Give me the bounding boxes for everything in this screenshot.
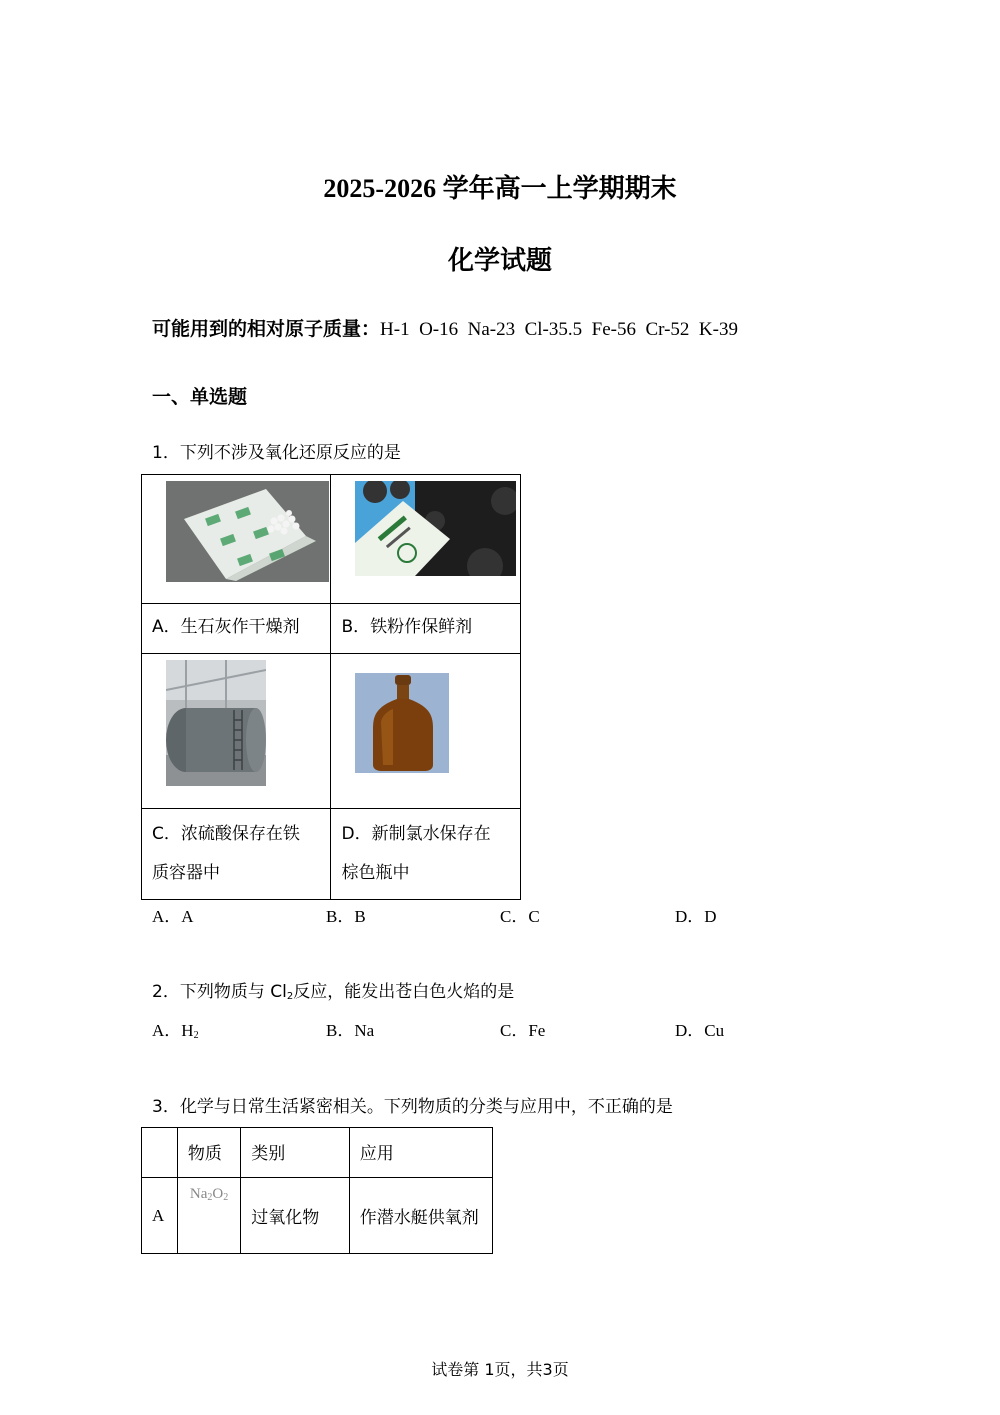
q2-option-b[interactable]: B．Na — [326, 1021, 375, 1040]
desiccant-packet-image — [166, 481, 329, 582]
q3-header-category: 类别 — [241, 1128, 349, 1178]
brown-bottle-image — [355, 673, 449, 773]
exam-title: 2025-2026 学年高一上学期期末 — [323, 174, 677, 203]
q1-option-a[interactable]: A．A — [152, 907, 194, 926]
q2-option-d[interactable]: D．Cu — [675, 1021, 725, 1040]
q3-row-a-label: A — [142, 1178, 178, 1254]
exam-subtitle: 化学试题 — [447, 246, 552, 276]
question-3-table — [141, 1127, 493, 1254]
atomic-masses-values: H-1 O-16 Na-23 Cl-35.5 Fe-56 Cr-52 K-39 — [380, 319, 738, 340]
q1-cell-d-label: D．新制氯水保存在 棕色瓶中 — [331, 809, 521, 900]
q3-header-empty — [142, 1128, 178, 1178]
q1-cell-c-label: C．浓硫酸保存在铁 质容器中 — [142, 809, 331, 900]
atomic-masses-label: 可能用到的相对原子质量： — [152, 318, 381, 340]
q2-option-c[interactable]: C．Fe — [500, 1021, 546, 1040]
q1-option-b[interactable]: B．B — [326, 907, 366, 926]
q3-header-use: 应用 — [349, 1128, 492, 1178]
q1-option-d[interactable]: D．D — [675, 907, 717, 926]
page-footer: 试卷第 1页，共3页 — [431, 1360, 569, 1379]
section-title: 一、单选题 — [152, 386, 248, 408]
q1-cell-a-label: A．生石灰作干燥剂 — [142, 604, 331, 654]
q3-row-a-use: 作潜水艇供氧剂 — [349, 1178, 492, 1254]
q3-row-a-category: 过氧化物 — [241, 1178, 349, 1254]
iron-tank-image — [166, 660, 266, 786]
question-1-stem: 1．下列不涉及氧化还原反应的是 — [152, 443, 401, 463]
q1-option-c[interactable]: C．C — [500, 907, 540, 926]
q3-header-substance: 物质 — [177, 1128, 240, 1178]
q1-cell-b-label: B．铁粉作保鲜剂 — [331, 604, 521, 654]
question-3-stem: 3．化学与日常生活紧密相关。下列物质的分类与应用中，不正确的是 — [152, 1097, 673, 1117]
question-2-stem: 2．下列物质与 $Cl_2$反应，能发出苍白色火焰的是 — [152, 982, 515, 1002]
q2-option-a[interactable]: A．$H_2$ — [152, 1021, 199, 1041]
q3-row-a-substance: $Na_2O_2$ — [177, 1178, 240, 1254]
iron-powder-preservative-image — [355, 481, 516, 576]
atomic-masses — [152, 314, 738, 341]
